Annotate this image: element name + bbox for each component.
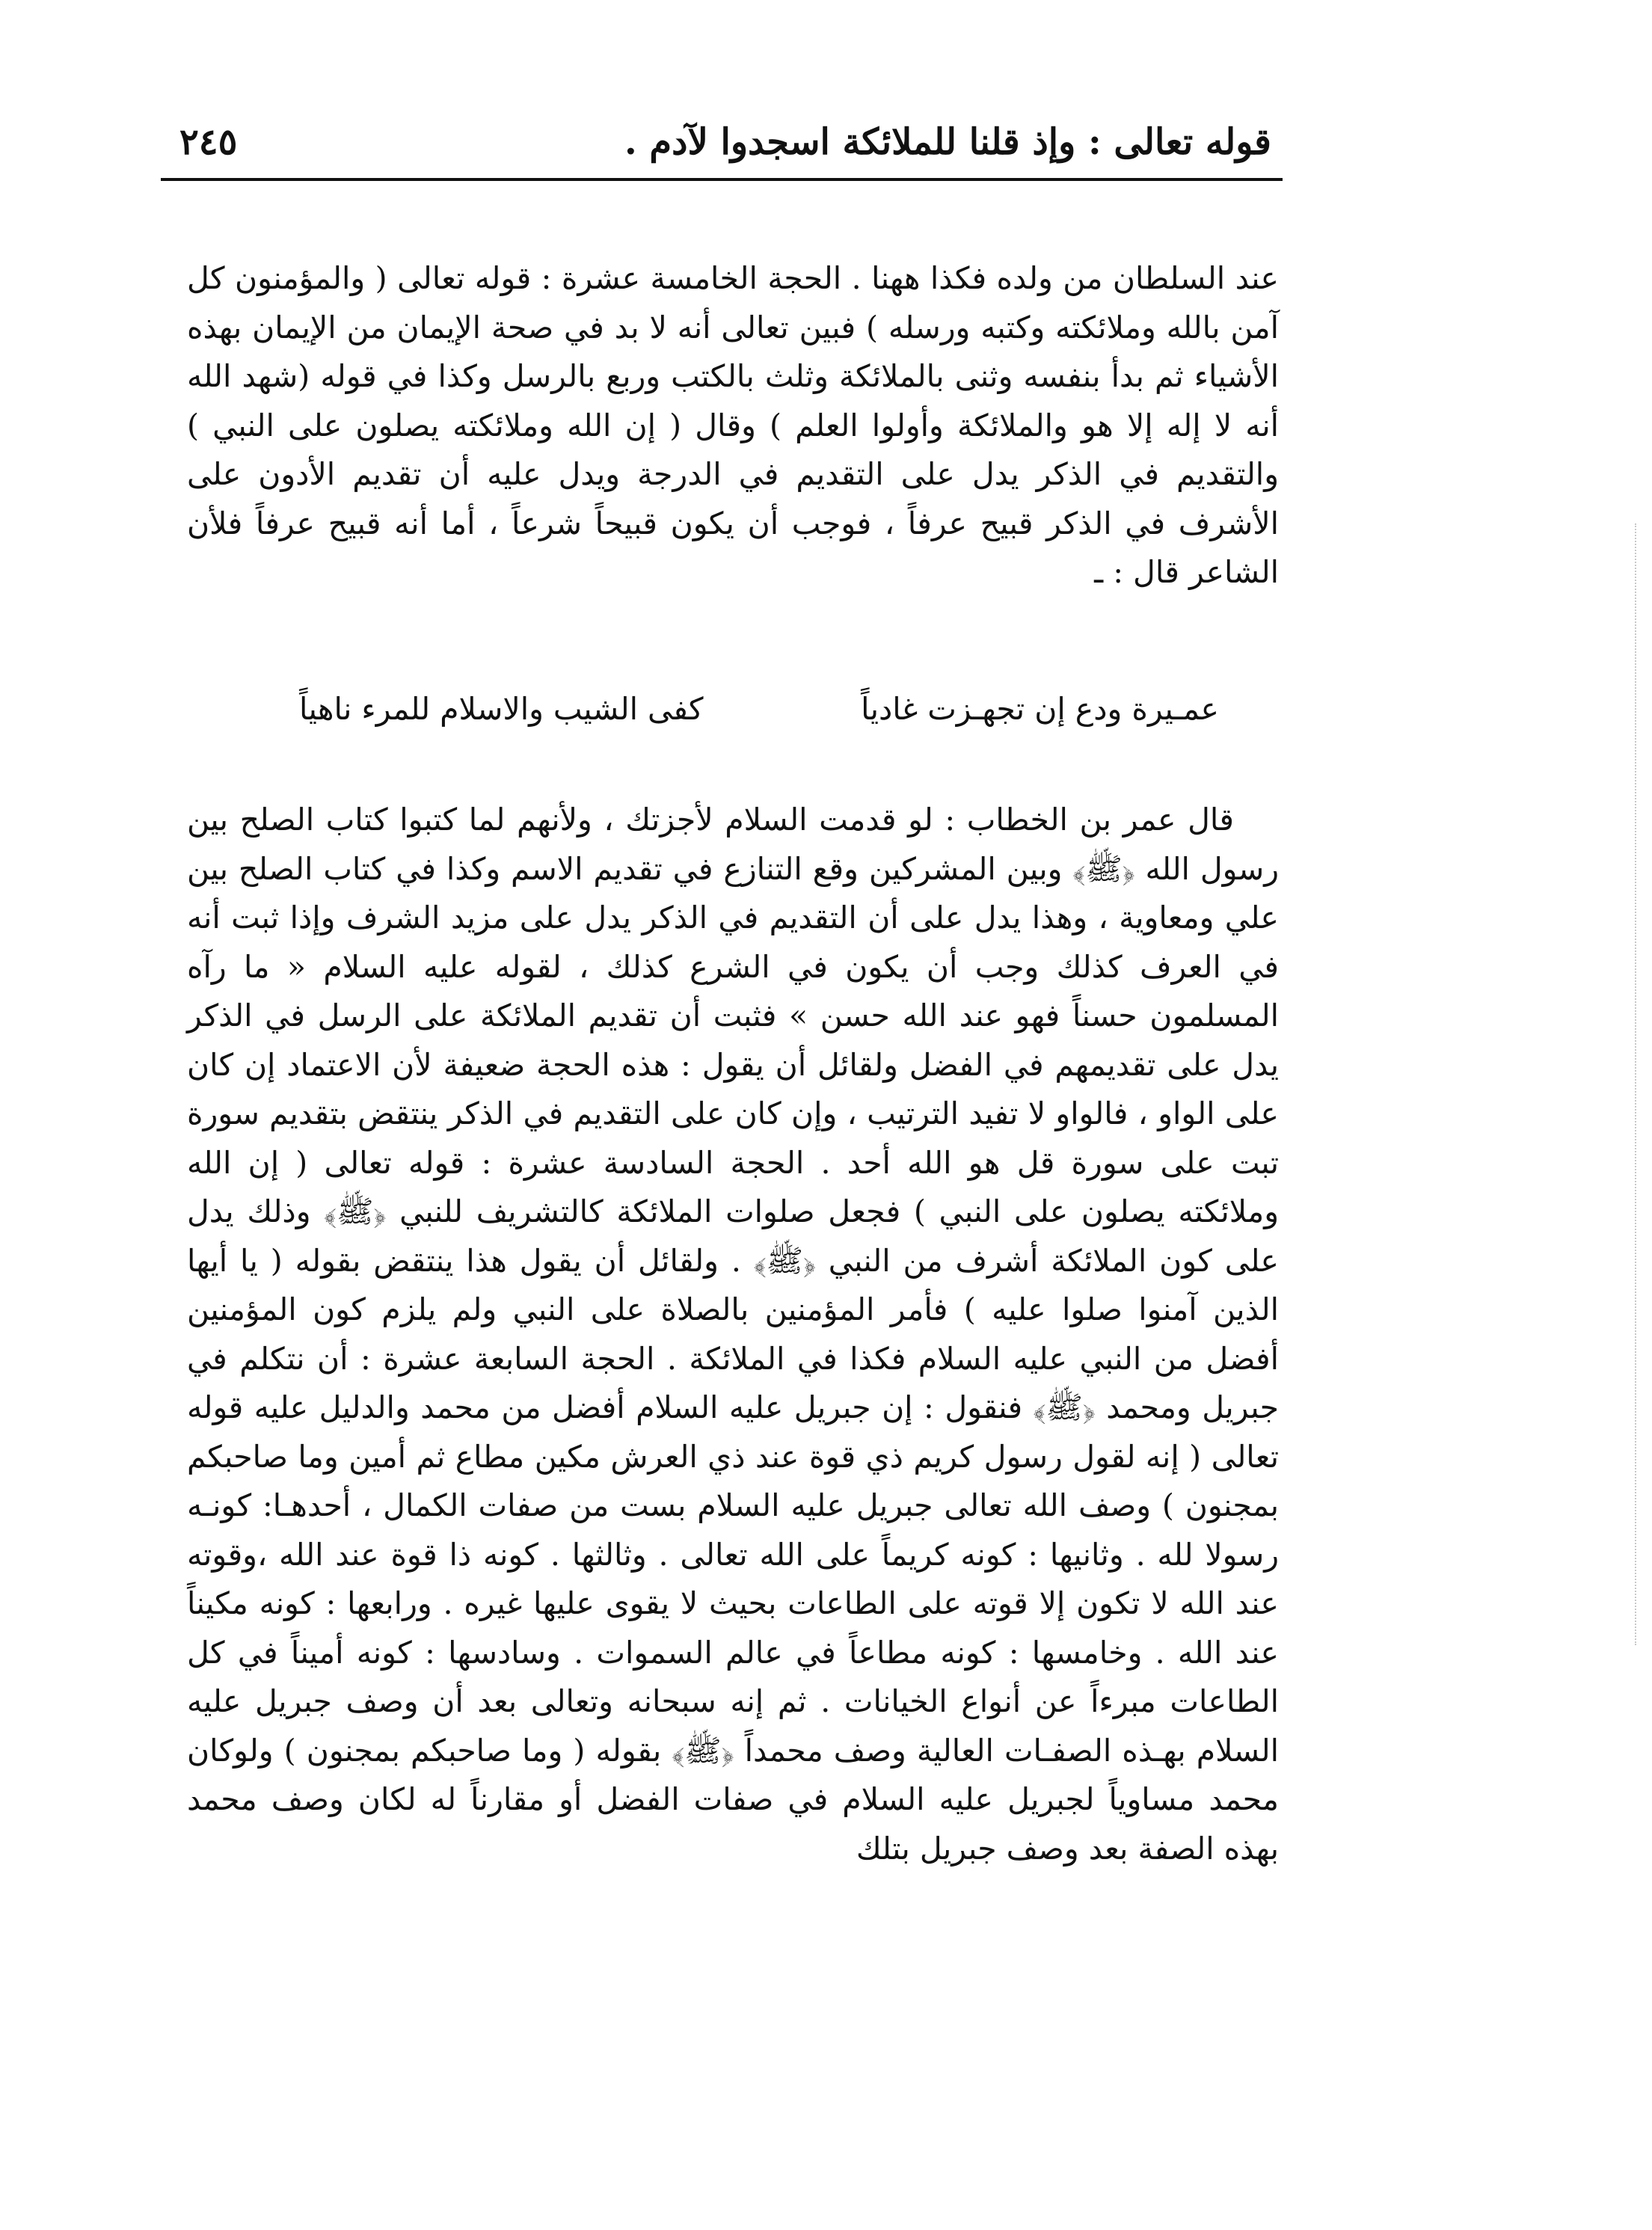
scan-margin-artifact — [1635, 523, 1638, 1645]
paragraph-1: عند السلطان من ولده فكذا ههنا . الحجة الخامسة عشرة : قوله تعالى ( والمؤمنون كل آمن بالله وملائكته وكتبه ورسله ) فبين تعالى أنه لا بد في صحة الإيمان من الإيمان بهذه الأشياء ثم بدأ بنفسه وثنى بالملائكة وثلث بالكتب وربع بالرسل وكذا في قوله (شهد الله أنه لا إله إلا هو والملائكة وأولوا العلم ) وقال ( إن الله وملائكته يصلون على النبي ) والتقديم في الذكر يدل على التقديم في الدرجة ويدل عليه أن تقديم الأدون على الأشرف في الذكر قبيح عرفاً ، فوجب أن يكون قبيحاً شرعاً ، أما أنه قبيح عرفاً فلأن الشاعر قال : ـ — [187, 260, 1279, 590]
poetry-verse — [187, 679, 1279, 739]
running-header — [179, 112, 1271, 172]
page-number: ٢٤٥ — [179, 121, 238, 163]
paragraph-2: قال عمر بن الخطاب : لو قدمت السلام لأجزتك ، ولأنهم لما كتبوا كتاب الصلح بين رسول الله ﴿ﷺ﴾ وبين المشركين وقع التنازع في تقديم الاسم وكذا في كتاب الصلح بين علي ومعاوية ، وهذا يدل على أن التقديم في الذكر يدل على مزيد الشرف وإذا ثبت أنه في العرف كذلك وجب أن يكون في الشرع كذلك ، لقوله عليه السلام « ما رآه المسلمون حسناً فهو عند الله حسن » فثبت أن تقديم الملائكة على الرسل في الذكر يدل على تقديمهم في الفضل ولقائل أن يقول : هذه الحجة ضعيفة لأن الاعتماد إن كان على الواو ، فالواو لا تفيد الترتيب ، وإن كان على التقديم في الذكر ينتقض بتقديم سورة تبت على سورة قل هو الله أحد . الحجة السادسة عشرة : قوله تعالى ( إن الله وملائكته يصلون على النبي ) فجعل صلوات الملائكة كالتشريف للنبي ﴿ﷺ﴾ وذلك يدل على كون الملائكة أشرف من النبي ﴿ﷺ﴾ . ولقائل أن يقول هذا ينتقض بقوله ( يا أيها الذين آمنوا صلوا عليه ) فأمر المؤمنين بالصلاة على النبي ولم يلزم كون المؤمنين أفضل من النبي عليه السلام فكذا في الملائكة . الحجة السابعة عشرة : أن نتكلم في جبريل ومحمد ﴿ﷺ﴾ فنقول : إن جبريل عليه السلام أفضل من محمد والدليل عليه قوله تعالى ( إنه لقول رسول كريم ذي قوة عند ذي العرش مكين مطاع ثم أمين وما صاحبكم بمجنون ) وصف الله تعالى جبريل عليه السلام بست من صفات الكمال ، أحدهـا: كونـه رسولا لله . وثانيها : كونه كريماً على الله تعالى . وثالثها . كونه ذا قوة عند الله ،وقوته عند الله لا تكون إلا قوته على الطاعات بحيث لا يقوى عليها غيره . ورابعها : كونه مكيناً عند الله . وخامسها : كونه مطاعاً في عالم السموات . وسادسها : كونه أميناً في كل الطاعات مبرءاً عن أنواع الخيانات . ثم إنه سبحانه وتعالى بعد أن وصف جبريل عليه السلام بهـذه الصفـات العالية وصف محمداً ﴿ﷺ﴾ بقوله ( وما صاحبكم بمجنون ) ولوكان محمد مساوياً لجبريل عليه السلام في صفات الفضل أو مقارناً له لكان وصف محمد بهذه الصفة بعد وصف جبريل بتلك — [187, 802, 1279, 1867]
verse-first-hemistich: عمـيرة ودع إن تجهـزت غادياً — [861, 691, 1219, 727]
chapter-title: قوله تعالى : وإذ قلنا للملائكة اسجدوا لآدم . — [624, 121, 1271, 163]
verse-second-hemistich: كفى الشيب والاسلام للمرء ناهياً — [299, 691, 704, 727]
header-divider — [161, 178, 1283, 181]
